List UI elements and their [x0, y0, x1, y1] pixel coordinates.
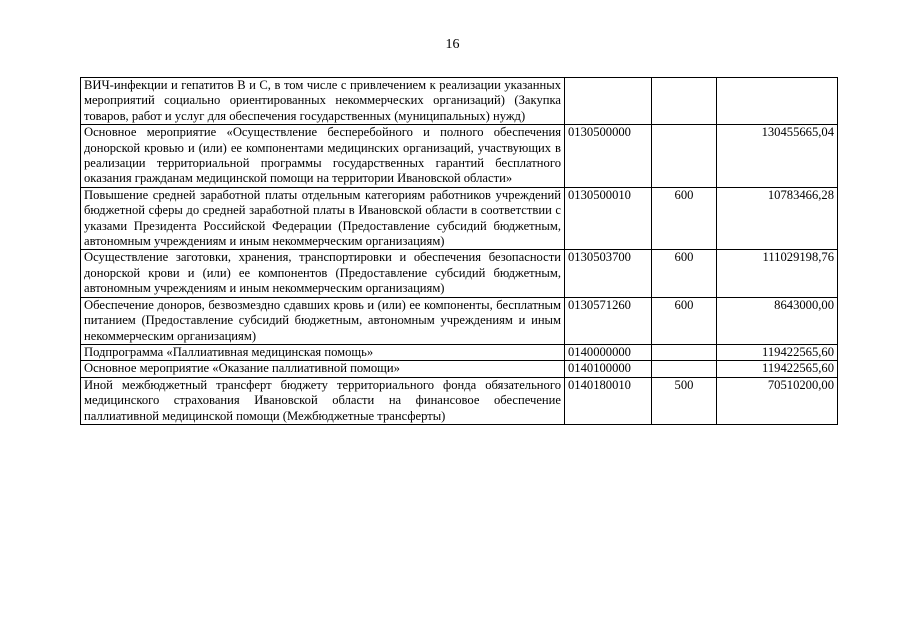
- row-amount: 119422565,60: [717, 361, 838, 377]
- row-code: 0130503700: [565, 250, 652, 297]
- row-expense-kind: [652, 78, 717, 125]
- row-code: 0140180010: [565, 377, 652, 424]
- row-code: 0130500000: [565, 125, 652, 188]
- row-expense-kind: 500: [652, 377, 717, 424]
- row-description: Повышение средней заработной платы отдельным категориям работников учреждений бюджетной сферы до средней заработной платы в Ивановской области в соответствии с указами Президента Российской Федерации (Предоставление субсидий бюджетным, автономным учреждениям и иным некоммерческим организациям): [81, 187, 565, 250]
- row-amount: 130455665,04: [717, 125, 838, 188]
- row-description: Обеспечение доноров, безвозмездно сдавших кровь и (или) ее компоненты, бесплатным питанием (Предоставление субсидий бюджетным, автономным учреждениям и иным некоммерческим организациям): [81, 297, 565, 344]
- row-amount: [717, 78, 838, 125]
- row-expense-kind: [652, 344, 717, 360]
- table-row: [81, 344, 838, 360]
- row-amount: 119422565,60: [717, 344, 838, 360]
- row-amount: 111029198,76: [717, 250, 838, 297]
- row-description: Основное мероприятие «Осуществление бесперебойного и полного обеспечения донорской кровью и (или) ее компонентами медицинских организаций, участвующих в реализации территориальной программы государственных гарантий бесплатного оказания гражданам медицинской помощи на территории Ивановской области»: [81, 125, 565, 188]
- table-row: [81, 361, 838, 377]
- row-code: 0140000000: [565, 344, 652, 360]
- page-number: 16: [445, 37, 460, 52]
- row-description: ВИЧ-инфекции и гепатитов В и С, в том числе с привлечением к реализации указанных мероприятий социально ориентированных некоммерческих организаций) (Закупка товаров, работ и услуг для обеспечения государственных (муниципальных) нужд): [81, 78, 565, 125]
- row-amount: 70510200,00: [717, 377, 838, 424]
- table-row: [81, 187, 838, 250]
- row-expense-kind: [652, 361, 717, 377]
- row-code: 0130500010: [565, 187, 652, 250]
- table-row: [81, 250, 838, 297]
- table-row: [81, 125, 838, 188]
- row-expense-kind: 600: [652, 297, 717, 344]
- row-amount: 10783466,28: [717, 187, 838, 250]
- row-description: Осуществление заготовки, хранения, транспортировки и обеспечения безопасности донорской крови и (или) ее компонентов (Предоставление субсидий бюджетным, автономным учреждениям и иным некоммерческим организациям): [81, 250, 565, 297]
- row-amount: 8643000,00: [717, 297, 838, 344]
- table-row: [81, 297, 838, 344]
- table-row: [81, 78, 838, 125]
- table-row: [81, 377, 838, 424]
- row-code: [565, 78, 652, 125]
- row-description: Подпрограмма «Паллиативная медицинская помощь»: [81, 344, 565, 360]
- row-description: Иной межбюджетный трансферт бюджету территориального фонда обязательного медицинского страхования Ивановской области на финансовое обеспечение паллиативной медицинской помощи (Межбюджетные трансферты): [81, 377, 565, 424]
- row-expense-kind: [652, 125, 717, 188]
- row-code: 0130571260: [565, 297, 652, 344]
- row-expense-kind: 600: [652, 187, 717, 250]
- row-expense-kind: 600: [652, 250, 717, 297]
- row-description: Основное мероприятие «Оказание паллиативной помощи»: [81, 361, 565, 377]
- row-code: 0140100000: [565, 361, 652, 377]
- budget-table: [80, 77, 838, 425]
